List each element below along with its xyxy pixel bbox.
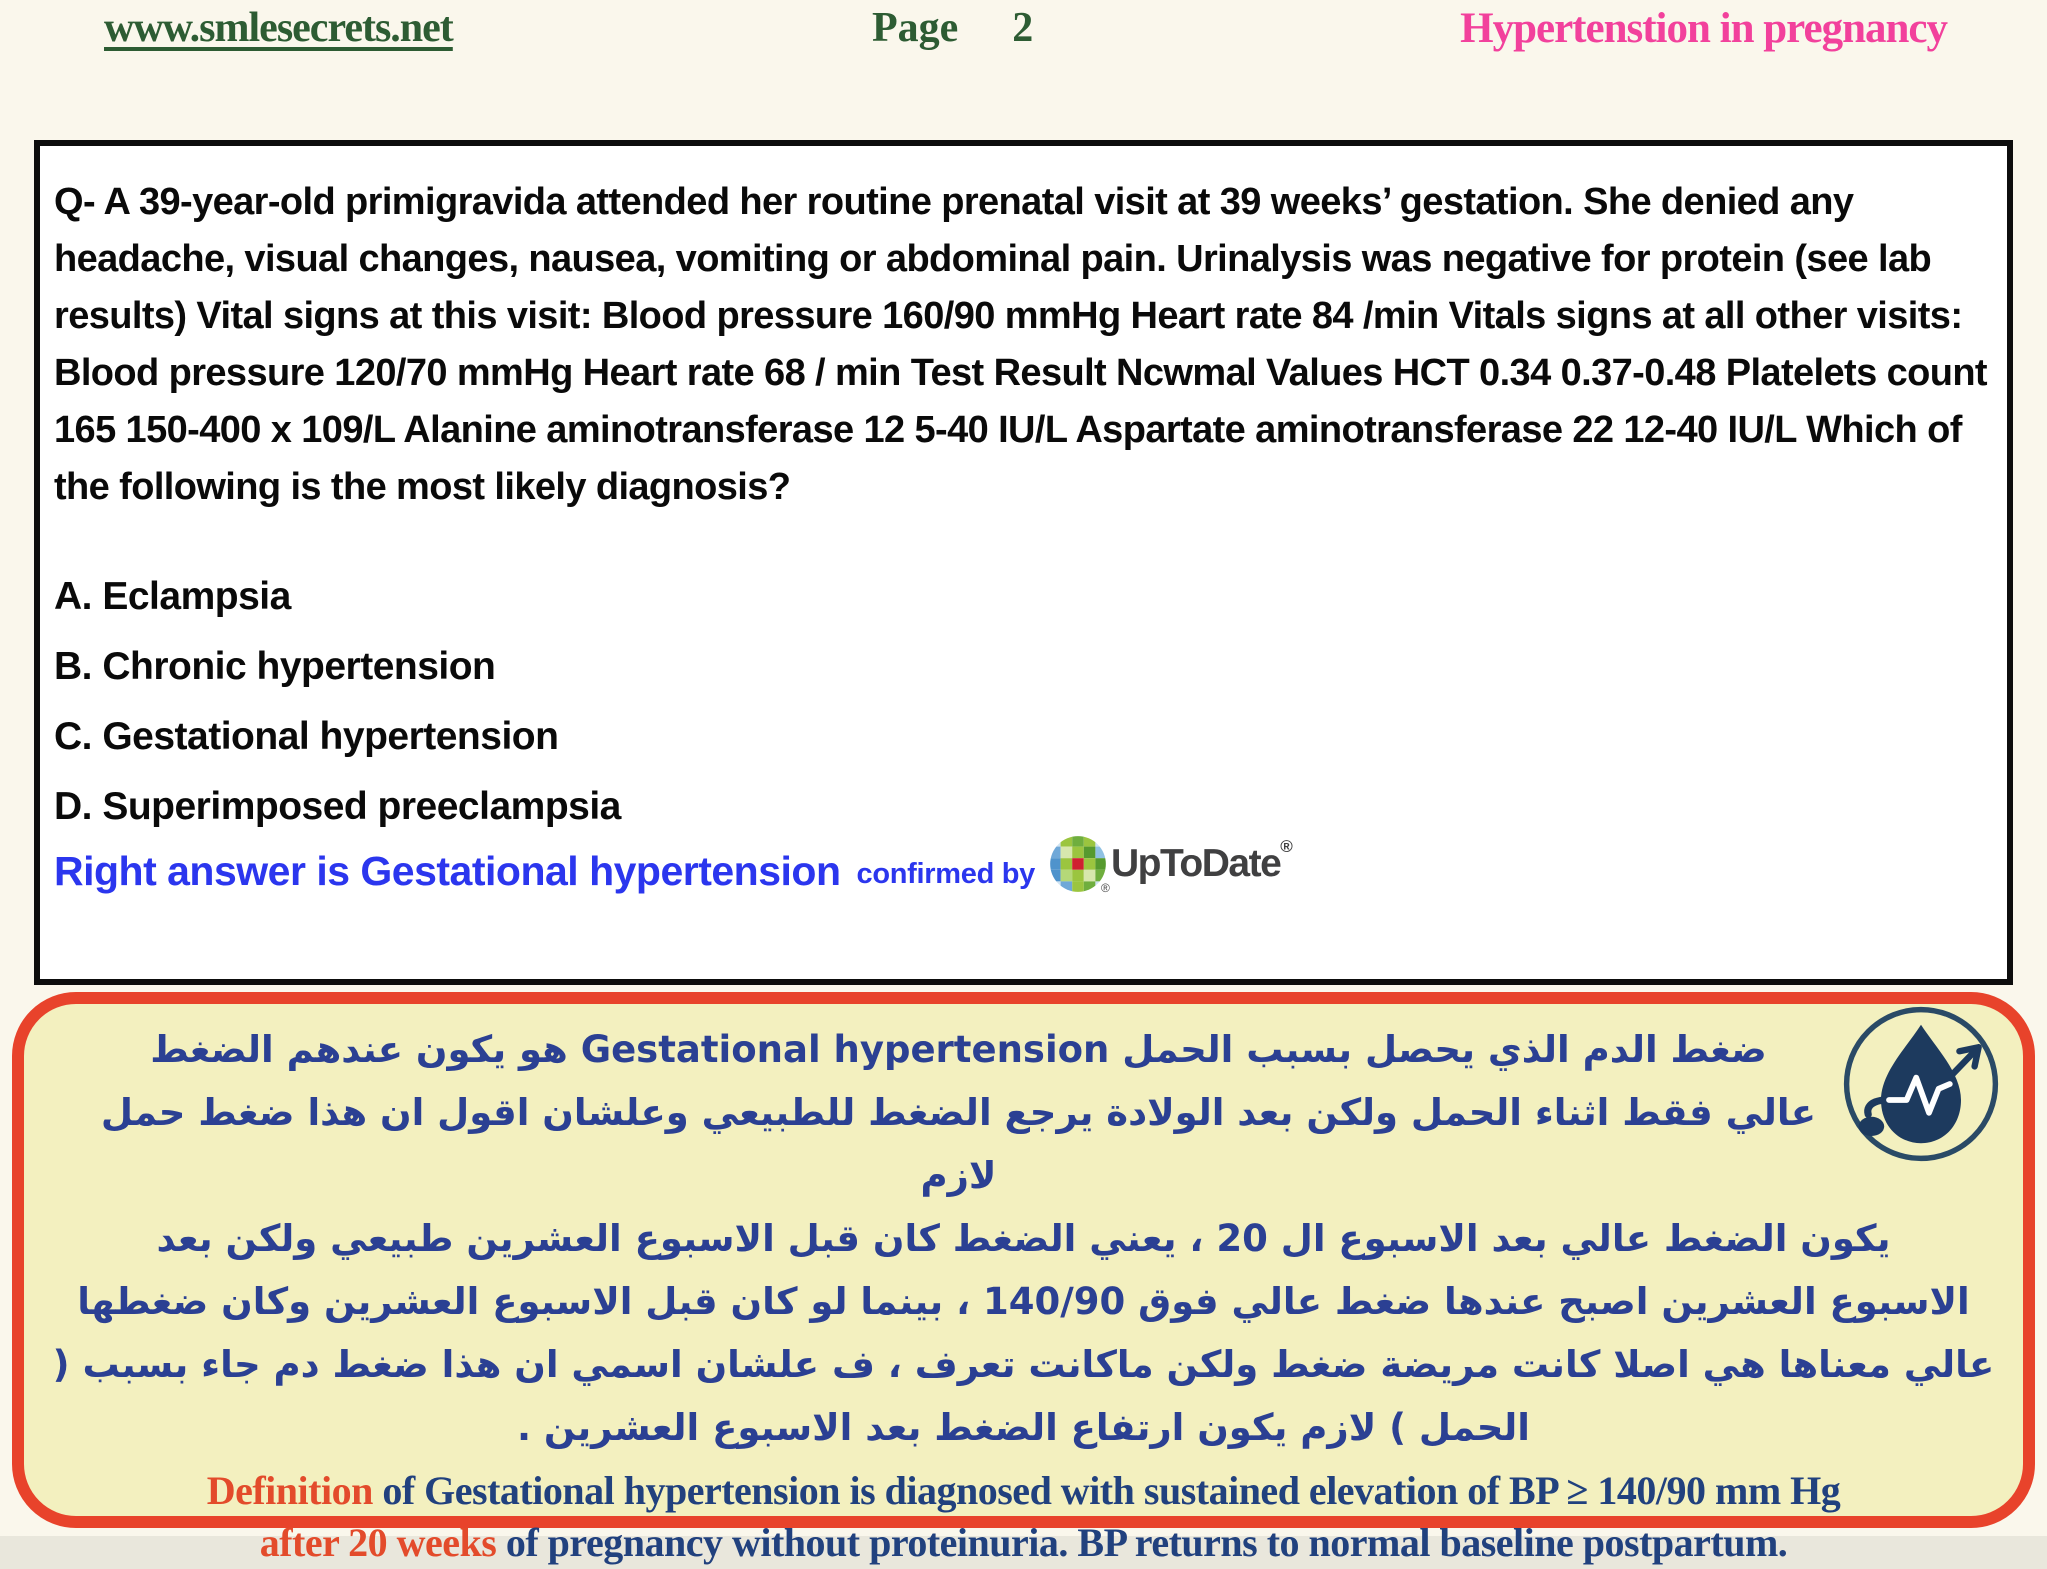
definition-keyword: Definition <box>206 1468 373 1513</box>
definition-body-2: of pregnancy without proteinuria. BP returns to normal baseline postpartum. <box>496 1520 1788 1565</box>
site-url-link[interactable]: www.smlesecrets.net <box>104 5 453 51</box>
option-c: C. Gestational hypertension <box>54 715 559 758</box>
option-d: D. Superimposed preeclampsia <box>54 785 621 828</box>
registered-mark: ® <box>1280 836 1293 856</box>
page-label: Page <box>872 5 959 51</box>
arabic-line: ضغط الدم الذي يحصل بسبب الحمل Gestational hypertension هو يكون عندهم الضغط <box>150 1028 1767 1071</box>
page-number: 2 <box>1012 5 1034 51</box>
blood-pressure-icon <box>1841 1004 2001 1164</box>
confirmed-by-text: confirmed by <box>856 858 1036 890</box>
page-indicator <box>872 4 1033 52</box>
arabic-line: عالي فقط اثناء الحمل ولكن بعد الولادة يرجع الضغط للطبيعي وعلشان اقول ان هذا ضغط حمل لازم <box>100 1091 1817 1197</box>
question-text: Q- A 39-year-old primigravida attended her routine prenatal visit at 39 weeks’ gestation. She denied any headache, visual changes, nausea, vomiting or abdominal pain. Urinalysis was negative for protein (see lab results) Vital signs at this visit: Blood pressure 160/90 mmHg Heart rate 84 /min Vitals signs at all other visits: Blood pressure 120/70 mmHg Heart rate 68 / min Test Result Ncwmal Values HCT 0.34 0.37-0.48 Platelets count 165 150-400 x 109/L Alanine aminotransferase 12 5-40 IU/L Aspartate aminotransferase 22 12-40 IU/L Which of the following is the most likely diagnosis? <box>54 181 1987 508</box>
arabic-line: الاسبوع العشرين اصبح عندها ضغط عالي فوق 140/90 ، بينما لو كان قبل الاسبوع العشرين وكان ضغطها <box>77 1280 1970 1323</box>
uptodate-wordmark: UpToDate <box>1111 841 1281 885</box>
registered-mark-globe: ® <box>1101 880 1110 895</box>
uptodate-globe-icon <box>1049 835 1107 893</box>
explanation-box <box>12 992 2035 1565</box>
arabic-line: عالي معناها هي اصلا كانت مريضة ضغط ولكن ماكانت تعرف ، ف علشان اسمي ان هذا ضغط دم جاء بسبب ( <box>52 1343 1995 1386</box>
arabic-line: الحمل ) لازم يكون ارتفاع الضغط بعد الاسبوع العشرين . <box>516 1406 1530 1449</box>
definition-text <box>50 1465 1997 1569</box>
definition-body-1: of Gestational hypertension is diagnosed with sustained elevation of BP ≥ 140/90 mm Hg <box>372 1468 1841 1513</box>
option-a: A. Eclampsia <box>54 575 291 618</box>
option-b: B. Chronic hypertension <box>54 645 496 688</box>
question-box <box>34 140 2013 985</box>
answer-options <box>54 562 1987 842</box>
definition-highlight: after 20 weeks <box>259 1520 497 1565</box>
arabic-explanation <box>50 1018 1997 1459</box>
page-title: Hypertenstion in pregnancy <box>1460 5 1947 52</box>
arabic-line: يكون الضغط عالي بعد الاسبوع ال 20 ، يعني الضغط كان قبل الاسبوع العشرين طبيعي ولكن بعد <box>156 1217 1891 1260</box>
answer-row <box>54 836 1987 895</box>
uptodate-logo <box>1049 835 1293 893</box>
right-answer-text: Right answer is Gestational hypertension <box>54 848 841 894</box>
